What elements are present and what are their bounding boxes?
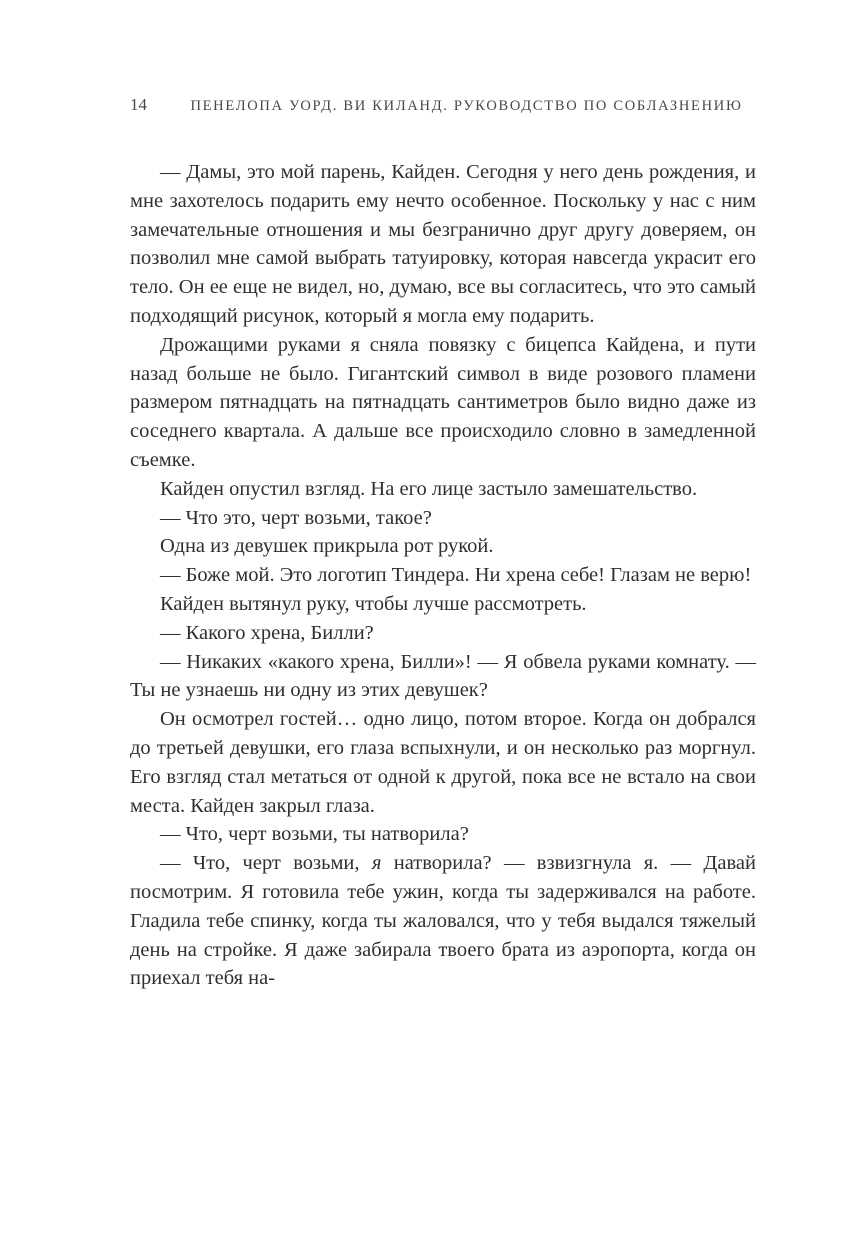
paragraph: Кайден опустил взгляд. На его лице застыло замешательство.	[160, 477, 698, 500]
paragraph: — Что это, черт возьми, такое?	[160, 506, 432, 529]
paragraph: Дрожащими руками я сняла повязку с бицепса Кайдена, и пути назад больше не было. Гигантский символ в виде розового пламени размером пятнадцать на пятнадцать сантиметров было видно даже из соседнего квартала. А дальше все происходило словно в замедленной съемке.	[130, 333, 756, 471]
paragraph: — Дамы, это мой парень, Кайден. Сегодня у него день рождения, и мне захотелось подарить ему нечто особенное. Поскольку у нас с ним замечательные отношения и мы безгранично друг другу доверяем, он позволил мне самой выбрать татуировку, которая навсегда украсит его тело. Он ее еще не видел, но, думаю, все вы согласитесь, что это самый подходящий рисунок, который я могла ему подарить.	[130, 161, 756, 327]
paragraph: — Что, черт возьми, я натворила? — взвизгнула я. — Давай посмотрим. Я готовила тебе ужин, когда ты задерживался на работе. Гладила тебе спинку, когда ты жаловался, что у тебя выдался тяжелый день на стройке. Я даже забирала твоего брата из аэропорта, когда он приехал тебя на-	[130, 852, 756, 990]
paragraph: — Боже мой. Это логотип Тиндера. Ни хрена себе! Глазам не верю!	[160, 564, 752, 587]
paragraph: — Какого хрена, Билли?	[160, 621, 374, 644]
page-header	[130, 95, 756, 115]
paragraph: Кайден вытянул руку, чтобы лучше рассмотреть.	[160, 592, 587, 615]
body-text	[130, 158, 756, 993]
paragraph: Он осмотрел гостей… одно лицо, потом второе. Когда он добрался до третьей девушки, его глаза вспыхнули, и он несколько раз моргнул. Его взгляд стал метаться от одной к другой, пока все не встало на свои места. Кайден закрыл глаза.	[130, 708, 756, 817]
page-number: 14	[130, 95, 147, 114]
paragraph: Одна из девушек прикрыла рот рукой.	[160, 535, 494, 558]
running-title: ПЕНЕЛОПА УОРД. ВИ КИЛАНД. РУКОВОДСТВО ПО СОБЛАЗНЕНИЮ	[190, 98, 743, 114]
paragraph: — Что, черт возьми, ты натворила?	[160, 823, 469, 846]
paragraph: — Никаких «какого хрена, Билли»! — Я обвела руками комнату. — Ты не узнаешь ни одну из этих девушек?	[130, 650, 756, 702]
